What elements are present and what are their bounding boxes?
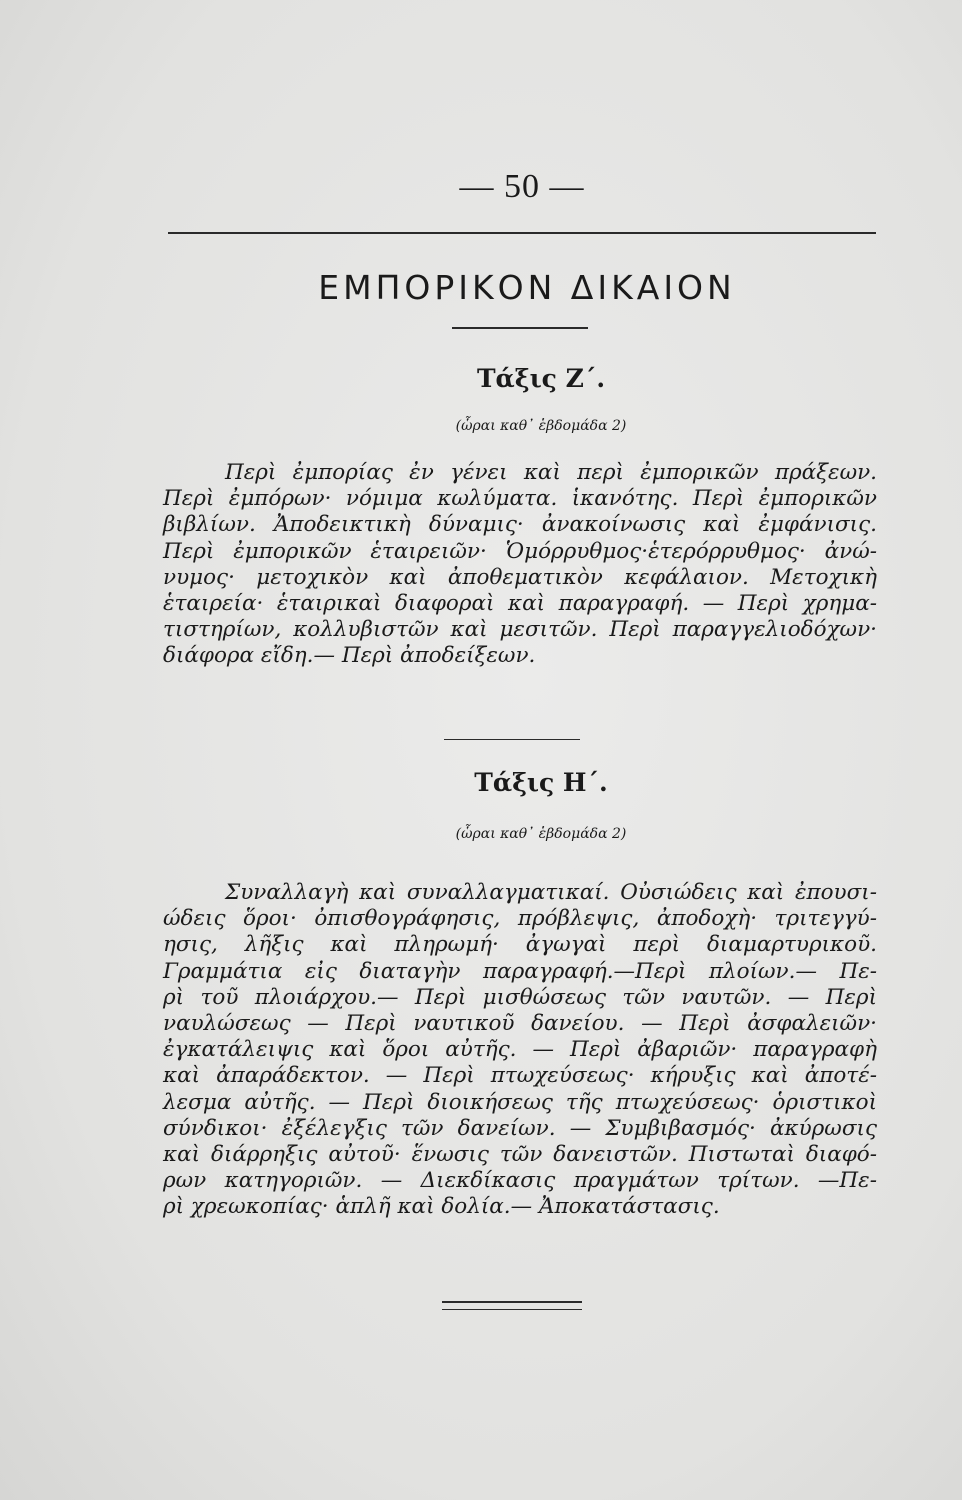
text-line: Γραμμάτια εἰς διαταγὴν παραγραφή.—Περὶ πλοίων.— Πε- [163, 958, 877, 984]
text-line: τιστηρίων, κολλυβιστῶν καὶ μεσιτῶν. Περὶ παραγγελιοδόχων· [163, 617, 877, 643]
page-heading: ΕΜΠΟΡΙΚΟΝ ΔΙΚΑΙΟΝ [318, 268, 736, 307]
end-rule-lower [442, 1309, 582, 1310]
text-line: ρὶ τοῦ πλοιάρχου.— Περὶ μισθώσεως τῶν ναυτῶν. — Περὶ [163, 984, 877, 1010]
section-title-h: Τάξις Η΄. [474, 768, 608, 797]
section-divider [444, 739, 580, 740]
text-line: ἑταιρεία· ἑταιρικαὶ διαφοραὶ καὶ παραγραφή. — Περὶ χρημα- [163, 590, 877, 616]
text-line: νυμος· μετοχικὸν καὶ ἀποθεματικὸν κεφάλαιον. Μετοχικὴ [163, 564, 877, 590]
section-body-z [163, 460, 877, 670]
page-number: — 50 — [459, 168, 585, 205]
text-line: ναυλώσεως — Περὶ ναυτικοῦ δανείου. — Περὶ ἀσφαλειῶν· [163, 1010, 877, 1036]
text-line: καὶ ἀπαράδεκτον. — Περὶ πτωχεύσεως· κήρυξις καὶ ἀποτέ- [163, 1063, 877, 1089]
top-rule [168, 232, 876, 234]
text-line: ρων κατηγοριῶν. — Διεκδίκασις πραγμάτων τρίτων. —Πε- [163, 1168, 877, 1194]
text-line: Περὶ ἐμπορικῶν ἑταιρειῶν· Ὁμόρρυθμος·ἑτερόρρυθμος· ἀνώ- [163, 538, 877, 564]
text-line: Συναλλαγὴ καὶ συναλλαγματικαί. Οὐσιώδεις καὶ ἐπουσι- [225, 880, 877, 905]
text-line: διάφορα εἴδη.— Περὶ ἀποδείξεων. [163, 643, 536, 669]
text-line: Περὶ ἐμπορίας ἐν γένει καὶ περὶ ἐμπορικῶν πράξεων. [225, 460, 877, 485]
text-line: ησις, λῆξις καὶ πληρωμή· ἀγωγαὶ περὶ διαμαρτυρικοῦ. [163, 932, 877, 958]
heading-rule [452, 327, 588, 329]
section-hours-h: (ὧραι καθ᾿ ἑβδομάδα 2) [455, 826, 627, 842]
text-line: λεσμα αὐτῆς. — Περὶ διοικήσεως τῆς πτωχεύσεως· ὁριστικοὶ [163, 1089, 877, 1115]
text-line: καὶ διάρρηξις αὐτοῦ· ἕνωσις τῶν δανειστῶν. Πιστωταὶ διαφό- [163, 1141, 877, 1167]
section-body-h [163, 880, 877, 1220]
text-line: Περὶ ἐμπόρων· νόμιμα κωλύματα. ἱκανότης. Περὶ ἐμπορικῶν [163, 486, 877, 512]
end-rule-upper [442, 1301, 582, 1303]
section-title-z: Τάξις Ζ΄. [476, 364, 606, 393]
text-line: ρὶ χρεωκοπίας· ἁπλῆ καὶ δολία.— Ἀποκατάστασις. [163, 1194, 720, 1220]
text-line: ώδεις ὅροι· ὀπισθογράφησις, πρόβλεψις, ἀποδοχὴ· τριτεγγύ- [163, 906, 877, 932]
section-hours-z: (ὧραι καθ᾿ ἑβδομάδα 2) [455, 418, 627, 434]
text-line: βιβλίων. Ἀποδεικτικὴ δύναμις· ἀνακοίνωσις καὶ ἐμφάνισις. [163, 512, 877, 538]
text-line: ἐγκατάλειψις καὶ ὅροι αὐτῆς. — Περὶ ἀβαριῶν· παραγραφὴ [163, 1037, 877, 1063]
text-line: σύνδικοι· ἐξέλεγξις τῶν δανείων. — Συμβιβασμός· ἀκύρωσις [163, 1115, 877, 1141]
